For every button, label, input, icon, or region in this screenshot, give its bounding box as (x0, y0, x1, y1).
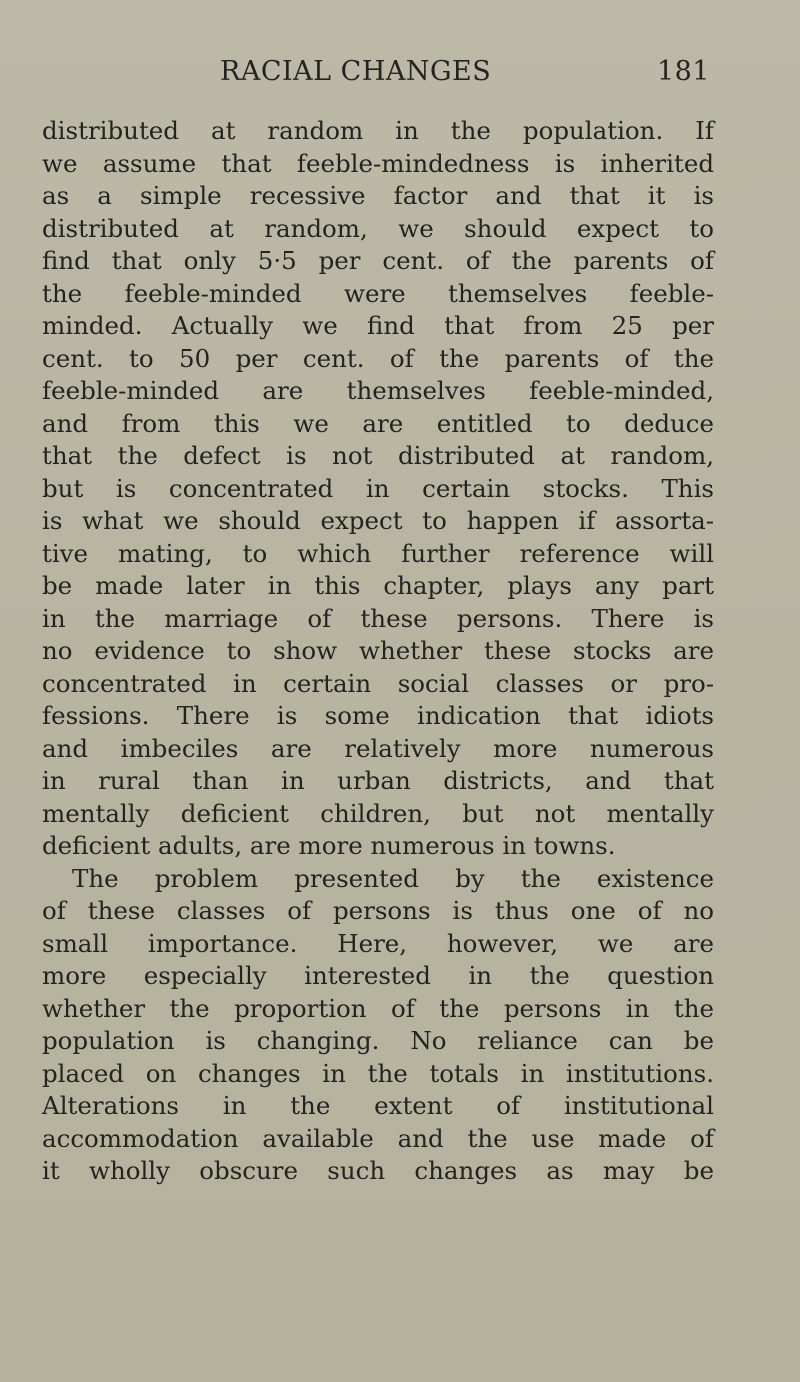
text-line: in rural than in urban districts, and that (42, 766, 714, 795)
text-line: as a simple recessive factor and that it is (42, 181, 714, 210)
text-line: distributed at random, we should expect to (42, 213, 714, 243)
text-line: concentrated in certain social classes or pro- (42, 668, 714, 698)
text-line: small importance. Here, however, we are (42, 928, 714, 958)
text-line: and from this we are entitled to deduce (42, 408, 714, 438)
text-line: the feeble-minded were themselves feeble- (42, 278, 714, 308)
text-line: minded. Actually we find that from 25 per (42, 311, 714, 340)
text-line: Alterations in the extent of institutional (42, 1091, 714, 1120)
text-line: The problem presented by the existence (72, 863, 714, 893)
running-title: RACIAL CHANGES (220, 56, 492, 87)
text-line: more especially interested in the question (42, 961, 714, 990)
text-line: it wholly obscure such changes as may be (42, 1156, 714, 1185)
text-line: and imbeciles are relatively more numerous (42, 733, 714, 763)
text-line: in the marriage of these persons. There is (42, 603, 714, 633)
text-line: no evidence to show whether these stocks are (42, 636, 714, 665)
text-line: fessions. There is some indication that idiots (42, 701, 714, 730)
text-line: deficient adults, are more numerous in towns. (42, 831, 616, 860)
text-line: that the defect is not distributed at random, (42, 441, 714, 470)
text-line: but is concentrated in certain stocks. This (42, 473, 714, 503)
body-text (42, 115, 714, 1188)
text-line: placed on changes in the totals in institutions. (42, 1058, 714, 1088)
running-head (42, 56, 710, 96)
text-line: find that only 5·5 per cent. of the parents of (42, 246, 714, 275)
text-line: feeble-minded are themselves feeble-minded, (42, 376, 714, 405)
text-line: cent. to 50 per cent. of the parents of the (42, 343, 714, 373)
text-line: mentally deficient children, but not mentally (42, 798, 714, 828)
text-line: of these classes of persons is thus one of no (42, 896, 714, 925)
text-line: accommodation available and the use made of (42, 1123, 714, 1153)
page-number: 181 (656, 56, 710, 87)
text-line: tive mating, to which further reference will (42, 538, 714, 568)
text-line: whether the proportion of the persons in the (42, 993, 714, 1023)
text-line: is what we should expect to happen if assorta- (42, 506, 714, 535)
text-line: be made later in this chapter, plays any part (42, 571, 714, 600)
text-line: population is changing. No reliance can be (42, 1026, 714, 1055)
text-line: distributed at random in the population. If (42, 116, 714, 145)
text-line: we assume that feeble-mindedness is inherited (42, 148, 714, 178)
